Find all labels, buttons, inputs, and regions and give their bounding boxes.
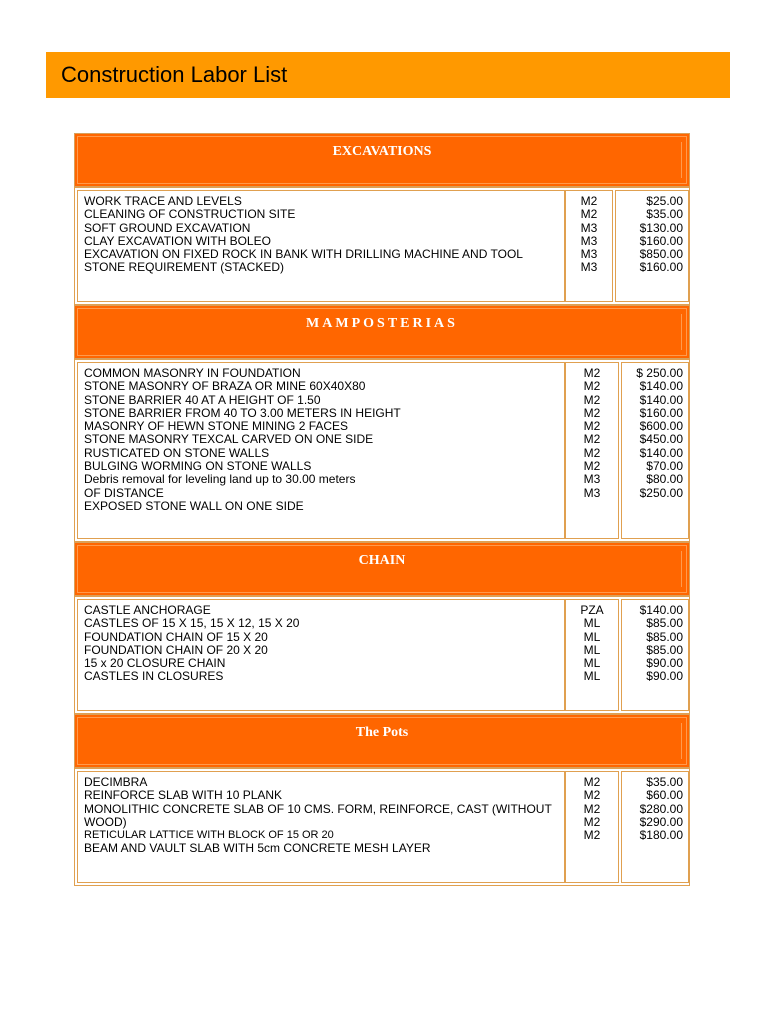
description-column <box>77 362 565 539</box>
item-unit: ML <box>583 656 601 671</box>
item-price: $140.00 <box>639 603 683 617</box>
section-mamposterias <box>74 305 690 542</box>
item-description: CLAY EXCAVATION WITH BOLEO <box>84 233 271 248</box>
item-unit: M2 <box>580 207 598 222</box>
unit-column <box>565 362 619 539</box>
item-price: $290.00 <box>639 814 683 829</box>
section-title: CHAIN <box>358 553 406 568</box>
item-description: STONE BARRIER FROM 40 TO 3.00 METERS IN HEIGHT <box>84 405 401 420</box>
section-header <box>74 133 690 187</box>
unit-column <box>565 599 619 711</box>
item-unit: M3 <box>583 472 601 487</box>
item-description: BULGING WORMING ON STONE WALLS <box>84 459 312 474</box>
item-description: DECIMBRA <box>84 775 148 789</box>
item-price: $25.00 <box>646 194 683 208</box>
item-price: $70.00 <box>646 459 683 474</box>
price-column <box>615 190 689 302</box>
section-header <box>74 542 690 596</box>
item-description: 15 x 20 CLOSURE CHAIN <box>84 656 226 671</box>
item-description: CASTLES IN CLOSURES <box>84 669 224 684</box>
item-description: FOUNDATION CHAIN OF 15 X 20 <box>84 629 268 644</box>
item-description: WORK TRACE AND LEVELS <box>84 194 242 208</box>
item-price: $450.00 <box>639 432 683 447</box>
item-unit: M3 <box>580 260 598 275</box>
item-description: STONE MASONRY OF BRAZA OR MINE 60X40X80 <box>84 379 366 394</box>
item-description: EXCAVATION ON FIXED ROCK IN BANK WITH DRILLING MACHINE AND TOOL <box>84 247 523 262</box>
price-column <box>621 771 689 883</box>
section-body <box>74 187 690 305</box>
section-header <box>74 714 690 768</box>
item-price: $140.00 <box>639 379 683 394</box>
section-excavations <box>74 133 690 305</box>
item-unit: M2 <box>583 392 601 407</box>
item-price: $280.00 <box>639 801 683 816</box>
unit-column <box>565 190 613 302</box>
item-price: $85.00 <box>646 629 683 644</box>
item-price: $35.00 <box>646 775 683 789</box>
section-the-pots <box>74 714 690 886</box>
item-price: $90.00 <box>646 669 683 684</box>
item-price: $140.00 <box>639 392 683 407</box>
item-description: MASONRY OF HEWN STONE MINING 2 FACES <box>84 419 349 434</box>
section-chain <box>74 542 690 714</box>
title-bar <box>46 52 730 98</box>
item-unit: M3 <box>583 485 601 500</box>
price-column <box>621 362 689 539</box>
item-price: $85.00 <box>646 616 683 631</box>
section-body <box>74 596 690 714</box>
item-description: COMMON MASONRY IN FOUNDATION <box>84 366 301 380</box>
item-unit: M3 <box>580 233 598 248</box>
item-description: REINFORCE SLAB WITH 10 PLANK <box>84 788 283 803</box>
item-unit: PZA <box>580 603 604 617</box>
item-unit: M2 <box>583 814 601 829</box>
item-unit: M2 <box>580 194 598 208</box>
item-description: SOFT GROUND EXCAVATION <box>84 220 251 235</box>
item-unit: M2 <box>583 828 601 843</box>
description-column <box>77 190 565 302</box>
item-description: RETICULAR LATTICE WITH BLOCK OF 15 OR 20 <box>84 829 334 842</box>
item-price: $60.00 <box>646 788 683 803</box>
item-unit: M2 <box>583 459 601 474</box>
item-unit: M2 <box>583 445 601 460</box>
item-description: FOUNDATION CHAIN OF 20 X 20 <box>84 642 268 657</box>
item-price: $600.00 <box>639 419 683 434</box>
item-description: OF DISTANCE <box>84 485 164 500</box>
item-description: EXPOSED STONE WALL ON ONE SIDE <box>84 498 304 513</box>
item-description: STONE BARRIER 40 AT A HEIGHT OF 1.50 <box>84 392 321 407</box>
item-unit: M2 <box>583 419 601 434</box>
price-column <box>621 599 689 711</box>
item-unit: ML <box>583 642 601 657</box>
item-unit: M2 <box>583 788 601 803</box>
item-price: $90.00 <box>646 656 683 671</box>
item-price: $250.00 <box>639 485 683 500</box>
item-price: $85.00 <box>646 642 683 657</box>
item-unit: ML <box>583 669 601 684</box>
item-price: $80.00 <box>646 472 683 487</box>
item-unit: M2 <box>583 405 601 420</box>
item-price: $ 250.00 <box>636 366 683 380</box>
unit-column <box>565 771 619 883</box>
item-price: $160.00 <box>639 405 683 420</box>
item-price: $160.00 <box>639 233 683 248</box>
section-title: MAMPOSTERIAS <box>306 316 458 331</box>
item-unit: ML <box>583 616 601 631</box>
section-body <box>74 359 690 542</box>
item-description: Debris removal for leveling land up to 30.00 meters <box>84 472 356 487</box>
item-description: CASTLES OF 15 X 15, 15 X 12, 15 X 20 <box>84 616 300 631</box>
item-price: $160.00 <box>639 260 683 275</box>
item-description: CASTLE ANCHORAGE <box>84 603 211 617</box>
item-unit: M3 <box>580 220 598 235</box>
item-price: $140.00 <box>639 445 683 460</box>
page-title: Construction Labor List <box>61 62 288 87</box>
item-unit: ML <box>583 629 601 644</box>
item-price: $35.00 <box>646 207 683 222</box>
item-unit: M2 <box>583 775 601 789</box>
section-title: The Pots <box>355 725 409 740</box>
description-column <box>77 599 565 711</box>
item-unit: M2 <box>583 366 601 380</box>
item-price: $850.00 <box>639 247 683 262</box>
section-title: EXCAVATIONS <box>332 144 432 159</box>
item-unit: M3 <box>580 247 598 262</box>
item-description: MONOLITHIC CONCRETE SLAB OF 10 CMS. FORM, REINFORCE, CAST (WITHOUT WOOD) <box>84 801 552 829</box>
item-price: $180.00 <box>639 828 683 843</box>
section-header <box>74 305 690 359</box>
item-price: $130.00 <box>639 220 683 235</box>
item-description: RUSTICATED ON STONE WALLS <box>84 445 270 460</box>
item-unit: M2 <box>583 801 601 816</box>
section-body <box>74 768 690 886</box>
item-description: CLEANING OF CONSTRUCTION SITE <box>84 207 296 222</box>
item-unit: M2 <box>583 432 601 447</box>
item-description: STONE MASONRY TEXCAL CARVED ON ONE SIDE <box>84 432 374 447</box>
item-description: STONE REQUIREMENT (STACKED) <box>84 260 285 275</box>
item-description: BEAM AND VAULT SLAB WITH 5cm CONCRETE MESH LAYER <box>84 841 431 856</box>
description-column <box>77 771 565 883</box>
item-unit: M2 <box>583 379 601 394</box>
